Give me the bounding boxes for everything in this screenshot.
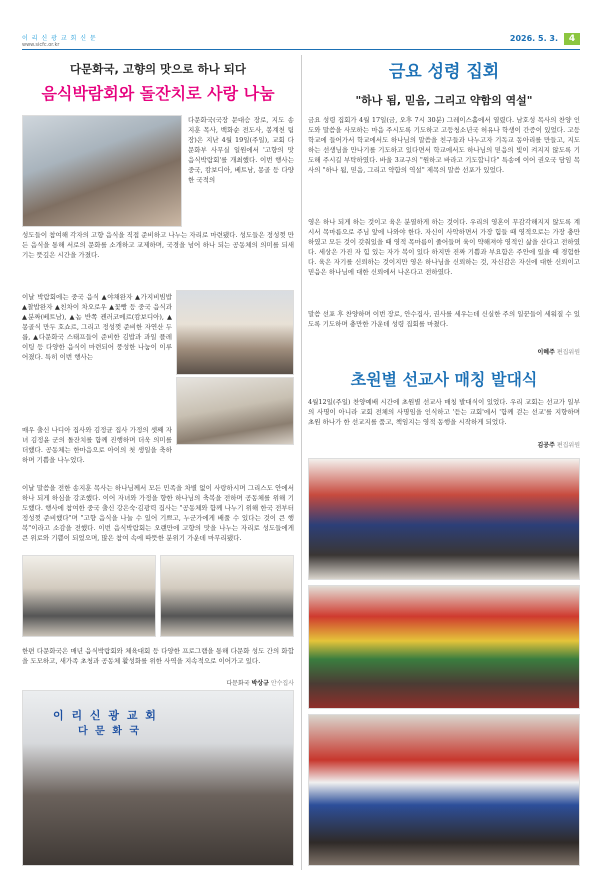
article-paragraph: 한편 다문화국은 매년 음식박람회와 체육대회 등 다양한 프로그램을 통해 다문화 성도 간의 화합을 도모하고, 새가족 초청과 공동체 활성화를 위한 사역을 지속적으로 이어가고 있다. (22, 647, 294, 665)
article-paragraph: 이날 말씀을 전한 송지훈 목사는 하나님께서 모든 민족을 차별 없이 사랑하시며 그리스도 안에서 하나 되게 하심을 강조했다. 이어 자녀와 가정을 향한 하나님의 축복을 전하며 공동체를 위해 기도했다. 행사에 참여한 중국 출신 강은숙·김광력 집사는 "공동체와 함께 나누기 위해 한국 전부터 정성껏 준비했다"며 "고향 음식을 나눌 수 있어 기쁘고, 누군가에게 배풀 수 있다는 것이 큰 행복"이라고 소감을 전했다. 이번 음식박람회는 오랜만에 고향의 맛을 나누는 자리로 성도들에게 큰 위로와 기쁨이 되었으며, 많은 참여 속에 따뜻한 분위기 가운데 마무리됐다. (22, 484, 294, 542)
article-paragraph: 성도들이 참여해 각자의 고향 음식을 직접 준비하고 나누는 자리로 마련됐다. 성도들은 정성껏 만든 음식을 통해 서로의 문화를 소개하고 교제하며, 국경을 넘어 하나 되는 공동체의 의미를 되새기는 뜻깊은 시간을 가졌다. (22, 231, 294, 259)
flags-sanctuary-photo (308, 585, 580, 709)
dishes-photo (176, 377, 294, 445)
department-sign-text: 다 문 화 국 (78, 726, 142, 737)
article-paragraph: 매우 출신 나디아 집사와 김정균 집사 가정의 셋째 자녀 김정윤 군의 돌잔치를 함께 진행하며 더욱 의미를 더했다. 공동체는 한마음으로 아이의 첫 생일을 축하하며 기쁨을 나누었다. (22, 426, 172, 464)
group-worship-photo (22, 690, 294, 866)
byline-role: 안수집사 (270, 680, 294, 687)
byline-author: 김공주 (537, 442, 555, 449)
mission-article-paragraph: 4월12일(주일) 찬양예배 시간에 초원별 선교사 매칭 발대식이 있었다. 우리 교회는 선교가 일부의 사명이 아니라 교회 전체의 사명임을 인식하고 '듣는 교회'에서 '함께 걷는 선교'를 지향하며 초원 하나가 한 선교지를 품고, 책임지는 영적 동행을 시작하게 되었다. (308, 398, 580, 426)
article-byline (538, 347, 581, 356)
byline-author: 이혜주 (537, 349, 555, 356)
masthead-rule (22, 49, 580, 50)
missionary-march-photo (308, 714, 580, 866)
column-divider (301, 55, 302, 870)
byline-role: 편집위원 (556, 349, 580, 356)
byline-author: 박상규 (251, 680, 269, 687)
food-table-photo (176, 290, 294, 375)
flag-procession-photo (308, 458, 580, 580)
article-paragraph: 말씀 선포 후 찬양하며 이번 장로, 안수집사, 권사를 세우는데 신실한 주의 일꾼들이 세워질 수 있도록 기도하며 충만한 가운데 성령 집회를 마쳤다. (308, 310, 580, 328)
issue-date: 2026. 5. 3. (509, 34, 558, 43)
church-sign-text: 이 리 신 광 교 회 (53, 709, 158, 722)
mission-article-byline (538, 440, 581, 449)
article-subtitle: "하나 됨, 믿음, 그리고 약함의 역설" (355, 94, 533, 107)
first-birthday-photo (22, 555, 156, 637)
masthead (22, 33, 580, 47)
article-paragraph: 영은 하나 되게 하는 것이고 육은 분열하게 하는 것이다. 우리의 영혼이 무감각해지지 않도록 계시서 목마름으로 주님 앞에 나와야 한다. 자신이 사악하면서 가장 힘들 때 영적으로는 가장 충만하였고 모든 것이 갖춰있을 때 영적 목마름이 줄어들며 육이 약해져야 영적인 삶을 산다고 전하였다. 세상은 가진 자 힘 있는 자가 복이 있다 하지만 진짜 기쁨과 부요함은 주안에 있을 때 경험한다. 육은 자기를 신뢰하는 것이지만 영은 하나님을 신뢰하는 것, 자신감은 자신에 대한 신뢰이고 믿음은 하나님에 대한 신뢰에서 나온다고 전하였다. (308, 218, 580, 276)
article-headline: 금요 성령 집회 (388, 62, 500, 82)
newspaper-name: 이 리 신 광 교 회 신 문 (22, 35, 97, 42)
article-paragraph: 다문화국(국장 문대승 장로, 지도 송지훈 목사, 백화순 전도사, 봉계천 팀장)은 지난 4월 19일(주일), 교회 다문화부 사무실 일원에서 '고향의 맛 음식박람회'를 개최했다. 이번 행사는 중국, 캄보디아, 베트남, 몽골 등 다양한 국적의 (188, 116, 294, 184)
newspaper-url[interactable]: www.sicfc.or.kr (22, 42, 60, 48)
byline-role: 편집위원 (556, 442, 580, 449)
mission-article-headline: 초원별 선교사 매칭 발대식 (350, 370, 538, 389)
article-paragraph: 이날 박람회에는 중국 음식 ▲야채완자 ▲가지비빔밥 ▲찰밥완자 ▲친차이 차오로우 ▲꽃빵 등 중국 음식과 ▲분짜(베트남), ▲놈 반쪽 켄러코메르(캄보디아), ▲몽골식 만두 호쇼르, 그리고 정성껏 준비한 자연산 두릅, ▲다문화국 스태프들이 준비한 김밥과 과일 플레이팅 등 다양한 음식이 마련되어 풍성한 나눔이 이루어졌다. 특히 이번 행사는 (22, 293, 172, 361)
article-byline (226, 678, 294, 687)
article-paragraph: 금요 성령 집회가 4월 17일(금, 오후 7시 30분) 그레이스홀에서 열렸다. 남호성 목사의 찬양 인도와 말씀을 사모하는 마음 주시도록 기도하고 고등청소년국 허유나 학생이 간증이 있었다. 고등학교에 들어가서 학교에서도 하나님의 말씀을 친구들과 나누고자 기독교 동아리를 만들고, 지도하는 선생님을 만나기를 기도하고 있다면서 학교에서도 하나님의 믿음의 빛이 켜지지 않도록 기도해 주시길 부탁하였다. 바울 3교구의 "원하고 바라고 기도합니다" 특송에 이어 권오국 담임 목사의 "하나 됨, 믿음, 그리고 약함의 역설" 제목의 말씀 선포가 있었다. (308, 116, 580, 174)
article-kicker: 다문화국, 고향의 맛으로 하나 되다 (70, 62, 246, 76)
article-headline: 음식박람회와 돌잔치로 사랑 나눔 (41, 84, 275, 103)
food-fair-photo (22, 115, 182, 227)
page-number: 4 (564, 33, 580, 45)
family-photo (160, 555, 294, 637)
byline-department: 다문화국 (226, 680, 250, 687)
